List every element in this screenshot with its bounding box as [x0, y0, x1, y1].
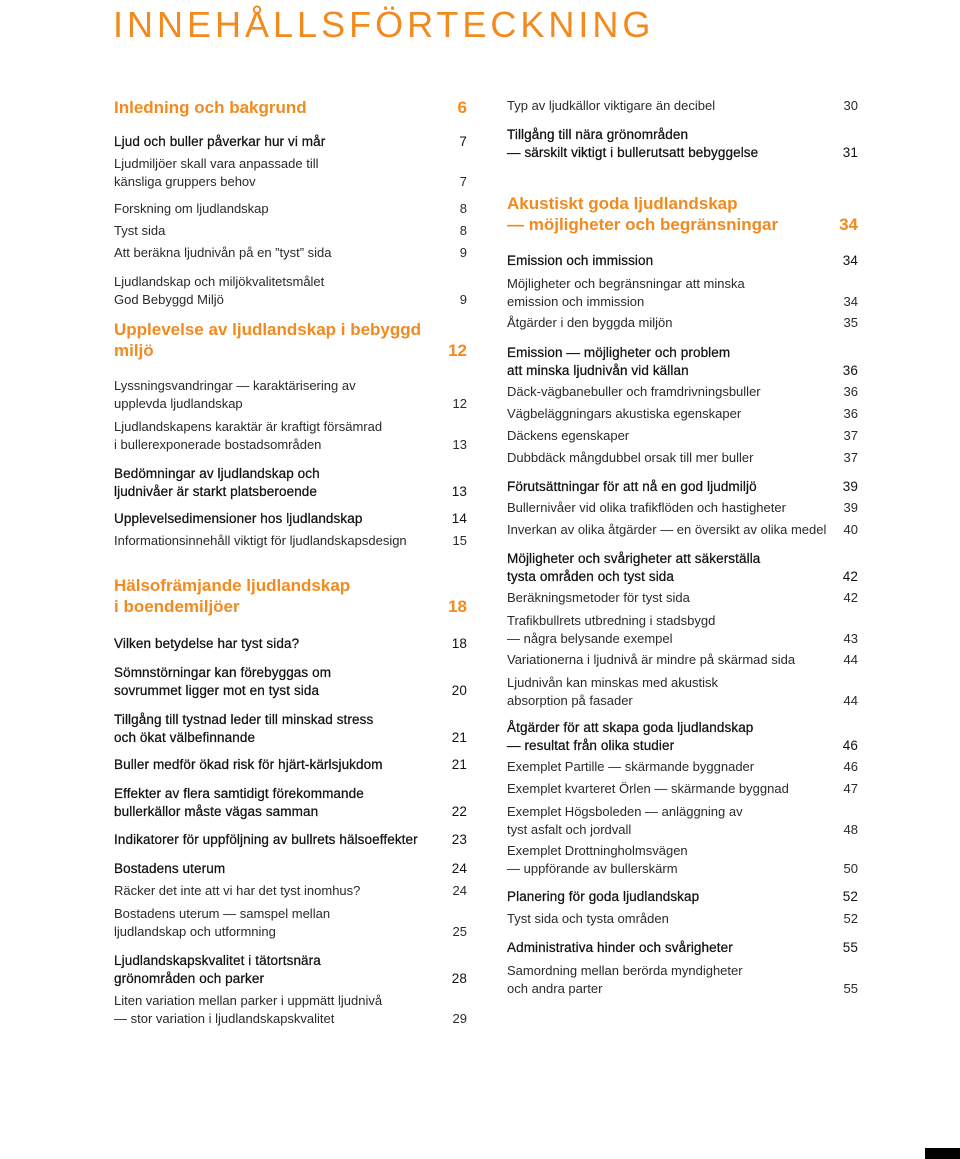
toc-entry-title: Forskning om ljudlandskap [114, 201, 269, 216]
toc-entry-title: Ljudlandskap och miljökvalitetsmålet God Bebyggd Miljö [114, 274, 325, 307]
toc-page-number: 50 [843, 860, 858, 876]
toc-entry [114, 222, 467, 240]
toc-entry-title: Akustiskt goda ljudlandskap — möjligheter och begränsningar [507, 194, 779, 234]
toc-entry-title: Bostadens uterum [114, 861, 226, 876]
toc-entry [507, 719, 858, 754]
toc-entry-title: Exemplet Partille — skärmande byggnader [507, 759, 755, 774]
toc-page-number: 14 [451, 511, 467, 526]
toc-page-number: 37 [843, 450, 858, 465]
toc-entry-title: Ljudlandskapskvalitet i tätortsnära grönområden och parker [114, 953, 321, 986]
toc-entry [114, 133, 467, 151]
toc-page-number: 34 [839, 215, 858, 234]
toc-entry [114, 635, 467, 653]
toc-entry [507, 126, 858, 161]
toc-entry-title: Dubbdäck mångdubbel orsak till mer buller [507, 450, 754, 465]
toc-page-number: 39 [843, 500, 858, 515]
toc-entry [507, 758, 858, 776]
toc-entry [114, 711, 467, 746]
toc-page-number: 9 [459, 291, 467, 307]
toc-entry [114, 465, 467, 500]
toc-entry [507, 252, 858, 270]
toc-entry-title: Samordning mellan berörda myndigheter och andra parter [507, 963, 743, 996]
page-title: INNEHÅLLSFÖRTECKNING [113, 4, 655, 45]
toc-entry-title: Inledning och bakgrund [114, 98, 307, 117]
toc-entry-title: Åtgärder i den byggda miljön [507, 315, 673, 330]
toc-entry [114, 785, 467, 820]
toc-page-number: 55 [842, 940, 858, 955]
toc-page-number: 12 [448, 341, 467, 360]
toc-entry [507, 674, 858, 709]
toc-page-number: 7 [459, 173, 467, 189]
toc-page-number: 36 [843, 406, 858, 421]
toc-page-number: 18 [448, 597, 467, 616]
toc-entry [114, 860, 467, 878]
toc-entry-title: Tillgång till nära grönområden — särskilt viktigt i bullerutsatt bebyggelse [507, 127, 759, 160]
toc-page-number: 25 [452, 923, 467, 939]
toc-entry-title: Emission — möjligheter och problem att minska ljudnivån vid källan [507, 345, 731, 378]
toc-entry-title: Upplevelsedimensioner hos ljudlandskap [114, 511, 363, 526]
toc-entry [507, 939, 858, 957]
toc-entry [507, 499, 858, 517]
toc-entry [114, 905, 467, 940]
toc-entry-title: Ljudmiljöer skall vara anpassade till känsliga gruppers behov [114, 156, 319, 189]
toc-page-number: 36 [842, 362, 858, 378]
toc-page-number: 35 [843, 315, 858, 330]
toc-entry-title: Bostadens uterum — samspel mellan ljudlandskap och utformning [114, 906, 331, 939]
toc-page-number: 8 [459, 201, 467, 216]
toc-entry [114, 532, 467, 550]
toc-page-number: 21 [451, 729, 467, 745]
toc-page-number: 13 [451, 483, 467, 499]
toc-entry-title: Planering för goda ljudlandskap [507, 889, 700, 904]
toc-entry-title: Exemplet kvarteret Örlen — skärmande byggnad [507, 781, 789, 796]
toc-entry-title: Lyssningsvandringar — karaktärisering av upplevda ljudlandskap [114, 378, 356, 411]
toc-entry [507, 427, 858, 445]
toc-entry-title: Möjligheter och begränsningar att minska emission och immission [507, 276, 745, 309]
toc-entry-title: Ljudnivån kan minskas med akustisk absorption på fasader [507, 675, 718, 708]
toc-page-number: 42 [843, 590, 858, 605]
toc-entry-title: Emission och immission [507, 253, 654, 268]
toc-entry [114, 882, 467, 900]
toc-entry-title: Tillgång till tystnad leder till minskad stress och ökat välbefinnande [114, 712, 374, 745]
toc-entry-title: Exemplet Drottningholmsvägen — uppförande av bullerskärm [507, 843, 688, 876]
toc-entry [507, 449, 858, 467]
toc-page-number: 15 [452, 533, 467, 548]
toc-entry [114, 273, 467, 308]
toc-section [114, 97, 467, 118]
toc-page-number: 43 [843, 630, 858, 646]
toc-page-number: 24 [452, 883, 467, 898]
toc-page-number: 36 [843, 384, 858, 399]
toc-entry [507, 550, 858, 585]
toc-entry-title: Ljud och buller påverkar hur vi mår [114, 134, 326, 149]
toc-entry [507, 612, 858, 647]
toc-entry [507, 651, 858, 669]
toc-page-number: 42 [842, 568, 858, 584]
toc-entry [507, 478, 858, 496]
toc-entry-title: Att beräkna ljudnivån på en ”tyst” sida [114, 245, 332, 260]
toc-page-number: 52 [842, 889, 858, 904]
toc-entry-title: Beräkningsmetoder för tyst sida [507, 590, 690, 605]
toc-entry-title: Indikatorer för uppföljning av bullrets hälsoeffekter [114, 832, 418, 847]
toc-entry-title: Möjligheter och svårigheter att säkerställa tysta områden och tyst sida [507, 551, 761, 584]
toc-page-number: 13 [452, 436, 467, 452]
toc-entry [114, 756, 467, 774]
toc-entry [114, 155, 467, 190]
toc-page-number: 44 [843, 692, 858, 708]
toc-entry-title: Ljudlandskapens karaktär är kraftigt försämrad i bullerexponerade bostadsområden [114, 419, 383, 452]
toc-entry-title: Bullernivåer vid olika trafikflöden och hastigheter [507, 500, 786, 515]
toc-page-number: 9 [459, 245, 467, 260]
toc-page-number: 7 [459, 134, 467, 149]
toc-page-number: 46 [842, 737, 858, 753]
toc-entry [114, 244, 467, 262]
toc-page-number: 31 [842, 144, 858, 160]
toc-entry [507, 521, 858, 539]
toc-entry-title: Administrativa hinder och svårigheter [507, 940, 733, 955]
toc-entry [507, 780, 858, 798]
toc-page-number: 39 [842, 479, 858, 494]
toc-page-number: 52 [843, 911, 858, 926]
toc-page-number: 12 [452, 395, 467, 411]
toc-entry-title: Tyst sida [114, 223, 166, 238]
toc-page-number: 55 [843, 980, 858, 996]
toc-page-number: 44 [843, 652, 858, 667]
toc-page-number: 28 [451, 970, 467, 986]
toc-page-number: 20 [451, 682, 467, 698]
toc-entry [507, 275, 858, 310]
toc-page-number: 22 [451, 803, 467, 819]
toc-page-number: 34 [843, 293, 858, 309]
toc-entry [507, 97, 858, 115]
toc-page-number: 47 [843, 781, 858, 796]
toc-page-number: 21 [451, 757, 467, 772]
toc-page-number: 46 [843, 759, 858, 774]
toc-entry [507, 589, 858, 607]
toc-entry-title: Effekter av flera samtidigt förekommande bullerkällor måste vägas samman [114, 786, 364, 819]
toc-entry [114, 664, 467, 699]
toc-entry [507, 383, 858, 401]
toc-entry [507, 910, 858, 928]
toc-entry-title: Exemplet Högsboleden — anläggning av tyst asfalt och jordvall [507, 804, 743, 837]
toc-entry-title: Förutsättningar för att nå en god ljudmiljö [507, 479, 757, 494]
toc-entry-title: Informationsinnehåll viktigt för ljudlandskapsdesign [114, 533, 407, 548]
toc-entry [507, 803, 858, 838]
toc-entry-title: Räcker det inte att vi har det tyst inomhus? [114, 883, 361, 898]
toc-page-number: 30 [843, 98, 858, 113]
toc-entry-title: Tyst sida och tysta områden [507, 911, 669, 926]
toc-entry-title: Typ av ljudkällor viktigare än decibel [507, 98, 716, 113]
toc-entry-title: Hälsofrämjande ljudlandskap i boendemiljöer [114, 576, 351, 616]
toc-entry [114, 952, 467, 987]
toc-entry-title: Vilken betydelse har tyst sida? [114, 636, 300, 651]
toc-entry-title: Inverkan av olika åtgärder — en översikt av olika medel [507, 522, 827, 537]
toc-page-number: 40 [843, 522, 858, 537]
toc-entry [507, 314, 858, 332]
toc-section [114, 575, 467, 617]
toc-entry-title: Variationerna i ljudnivå är mindre på skärmad sida [507, 652, 796, 667]
toc-page-number: 29 [452, 1010, 467, 1026]
toc-entry [114, 831, 467, 849]
toc-entry-title: Däck-vägbanebuller och framdrivningsbuller [507, 384, 761, 399]
toc-page-number: 23 [451, 832, 467, 847]
toc-entry-title: Däckens egenskaper [507, 428, 630, 443]
toc-entry-title: Liten variation mellan parker i uppmätt ljudnivå — stor variation i ljudlandskapskvalitet [114, 993, 383, 1026]
toc-entry [507, 344, 858, 379]
toc-entry [507, 962, 858, 997]
toc-page-number: 8 [459, 223, 467, 238]
toc-entry [507, 405, 858, 423]
toc-entry-title: Bedömningar av ljudlandskap och ljudnivåer är starkt platsberoende [114, 466, 320, 499]
toc-entry-title: Åtgärder för att skapa goda ljudlandskap — resultat från olika studier [507, 720, 754, 753]
toc-entry [114, 418, 467, 453]
toc-entry-title: Buller medför ökad risk för hjärt-kärlsjukdom [114, 757, 383, 772]
toc-section [507, 193, 858, 235]
toc-section [114, 319, 467, 361]
toc-page-number: 48 [843, 821, 858, 837]
toc-entry-title: Sömnstörningar kan förebyggas om sovrummet ligger mot en tyst sida [114, 665, 332, 698]
corner-bar [925, 1148, 960, 1159]
toc-page-number: 37 [843, 428, 858, 443]
toc-page-number: 24 [451, 861, 467, 876]
toc-entry [114, 510, 467, 528]
toc-entry [114, 200, 467, 218]
toc-entry [114, 992, 467, 1027]
toc-entry [114, 377, 467, 412]
toc-page-number: 34 [842, 253, 858, 268]
toc-entry-title: Vägbeläggningars akustiska egenskaper [507, 406, 742, 421]
toc-page-number: 6 [457, 98, 467, 117]
toc-entry-title: Trafikbullrets utbredning i stadsbygd — några belysande exempel [507, 613, 716, 646]
toc-entry [507, 888, 858, 906]
toc-entry-title: Upplevelse av ljudlandskap i bebyggd miljö [114, 320, 422, 360]
toc-entry [507, 842, 858, 877]
toc-page-number: 18 [451, 636, 467, 651]
